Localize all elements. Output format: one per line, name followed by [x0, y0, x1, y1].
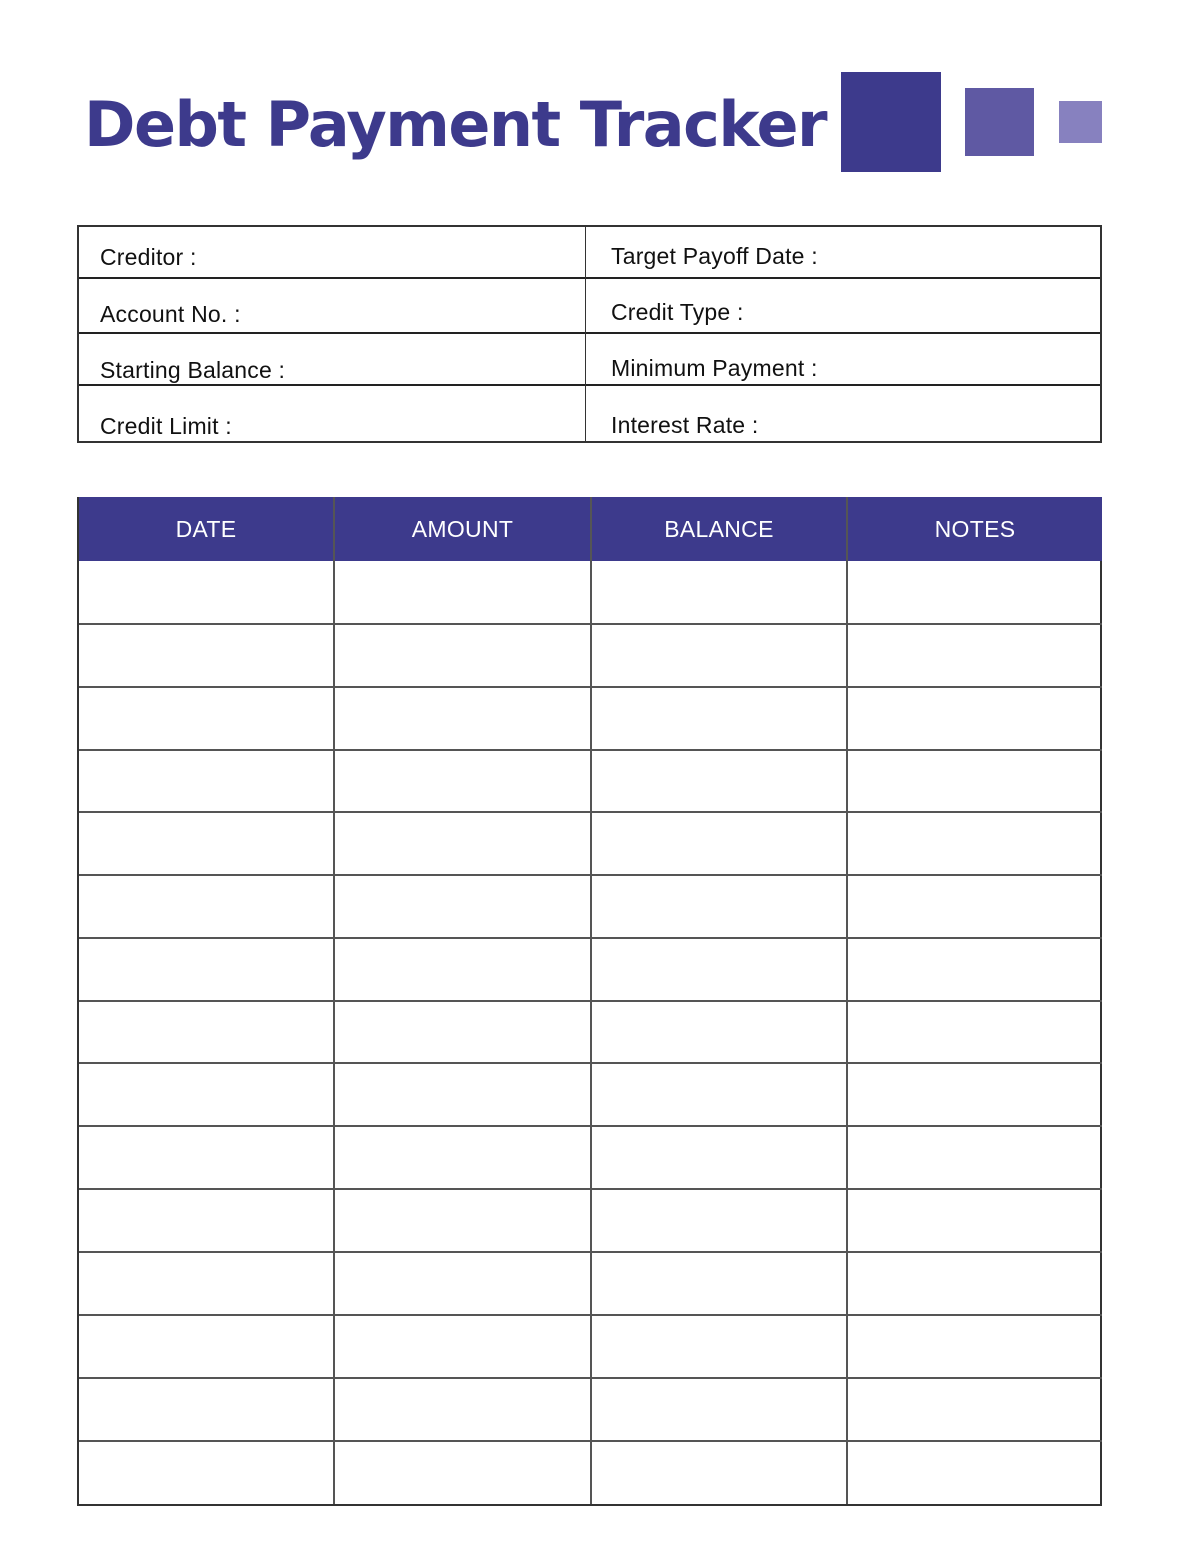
table-row — [79, 874, 1102, 876]
table-row — [79, 1000, 1102, 1002]
table-row — [79, 686, 1102, 688]
table-row — [79, 1377, 1102, 1379]
info-row — [79, 386, 1100, 443]
credit-limit-label: Credit Limit : — [100, 413, 232, 439]
table-row — [79, 811, 1102, 813]
table-row — [79, 1251, 1102, 1253]
column-header-notes: NOTES — [848, 497, 1102, 561]
table-row — [79, 1440, 1102, 1442]
account-info-table — [77, 225, 1102, 443]
table-row — [79, 623, 1102, 625]
column-header-date: DATE — [79, 497, 333, 561]
table-row — [79, 937, 1102, 939]
table-row — [79, 1125, 1102, 1127]
table-row — [79, 1314, 1102, 1316]
info-column-divider — [585, 227, 586, 441]
decorative-square-medium — [965, 88, 1034, 156]
starting-balance-label: Starting Balance : — [100, 357, 286, 383]
table-row — [79, 1062, 1102, 1064]
target-payoff-date-label: Target Payoff Date : — [611, 243, 818, 269]
payment-log-table — [77, 497, 1102, 1506]
column-header-balance: BALANCE — [592, 497, 846, 561]
creditor-label: Creditor : — [100, 244, 197, 270]
page-title: Debt Payment Tracker — [84, 88, 827, 161]
minimum-payment-label: Minimum Payment : — [611, 355, 818, 381]
info-row — [79, 227, 1100, 279]
credit-type-label: Credit Type : — [611, 299, 744, 325]
decorative-square-large — [841, 72, 941, 172]
decorative-square-small — [1059, 101, 1102, 143]
column-header-amount: AMOUNT — [335, 497, 590, 561]
table-row — [79, 1188, 1102, 1190]
interest-rate-label: Interest Rate : — [611, 412, 759, 438]
account-number-label: Account No. : — [100, 301, 241, 327]
table-row — [79, 749, 1102, 751]
